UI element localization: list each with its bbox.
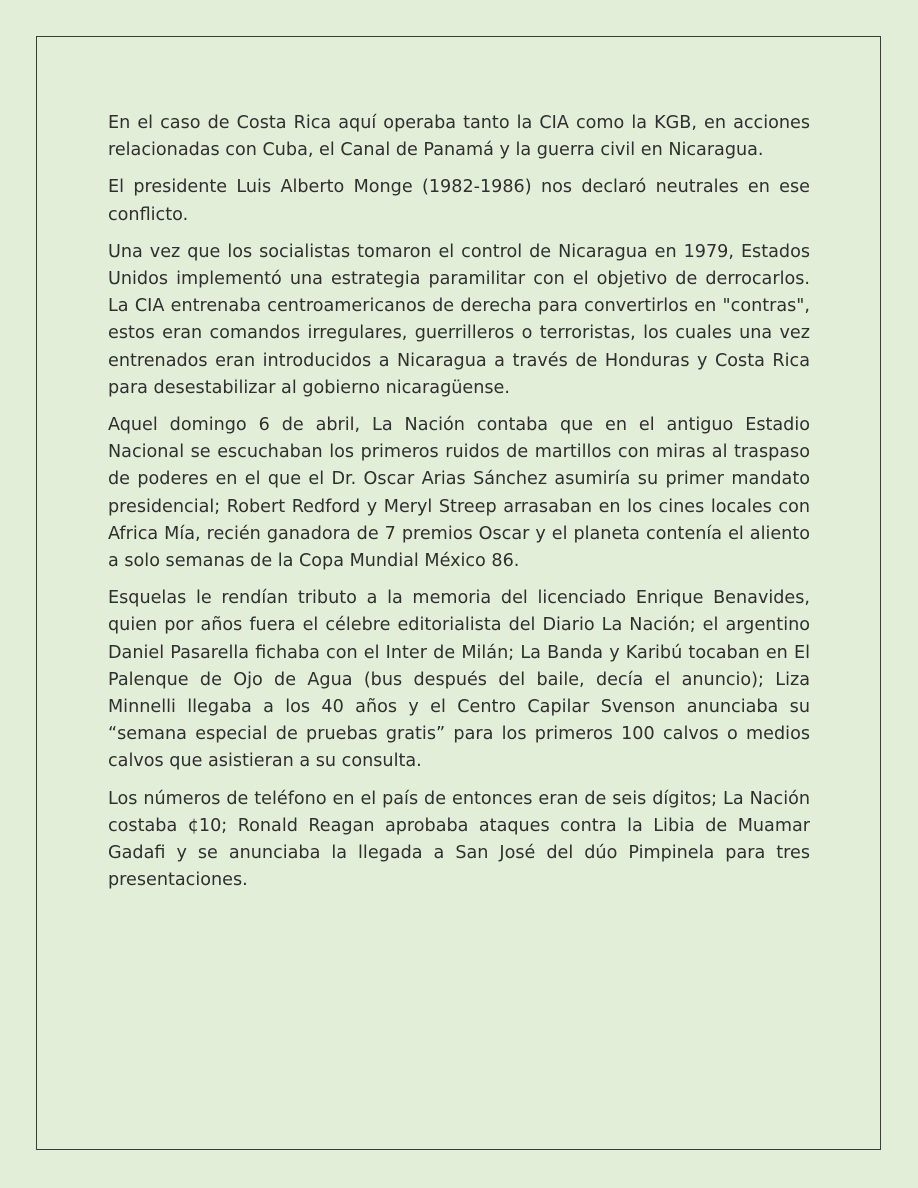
paragraph-3: Una vez que los socialistas tomaron el control de Nicaragua en 1979, Estados Unidos implementó una estrategia paramilitar con el objetivo de derrocarlos. La CIA entrenaba centroamericanos de derecha para convertirlos en "contras", estos eran comandos irregulares, guerrilleros o terroristas, los cuales una vez entrenados eran introducidos a Nicaragua a través de Honduras y Costa Rica para desestabilizar al gobierno nicaragüense. — [108, 241, 810, 398]
paragraph-6: Los números de teléfono en el país de entonces eran de seis dígitos; La Nación costaba ¢10; Ronald Reagan aprobaba ataques contra la Libia de Muamar Gadafi y se anunciaba la llegada a San José del dúo Pimpinela para tres presentaciones. — [108, 788, 810, 891]
paragraph-2: El presidente Luis Alberto Monge (1982-1986) nos declaró neutrales en ese conflicto. — [108, 177, 810, 225]
paragraph-1: En el caso de Costa Rica aquí operaba tanto la CIA como la KGB, en acciones relacionadas con Cuba, el Canal de Panamá y la guerra civil en Nicaragua. — [108, 113, 810, 161]
paragraph-5: Esquelas le rendían tributo a la memoria del licenciado Enrique Benavides, quien por años fuera el célebre editorialista del Diario La Nación; el argentino Daniel Pasarella fichaba con el Inter de Milán; La Banda y Karibú tocaban en El Palenque de Ojo de Agua (bus después del baile, decía el anuncio); Liza Minnelli llegaba a los 40 años y el Centro Capilar Svenson anunciaba su “semana especial de pruebas gratis” para los primeros 100 calvos o medios calvos que asistieran a su consulta. — [108, 588, 810, 772]
paragraph-4: Aquel domingo 6 de abril, La Nación contaba que en el antiguo Estadio Nacional se escuchaban los primeros ruidos de martillos con miras al traspaso de poderes en el que el Dr. Oscar Arias Sánchez asumiría su primer mandato presidencial; Robert Redford y Meryl Streep arrasaban en los cines locales con Africa Mía, recién ganadora de 7 premios Oscar y el planeta contenía el aliento a solo semanas de la Copa Mundial México 86. — [108, 415, 810, 572]
document-body — [108, 110, 810, 904]
